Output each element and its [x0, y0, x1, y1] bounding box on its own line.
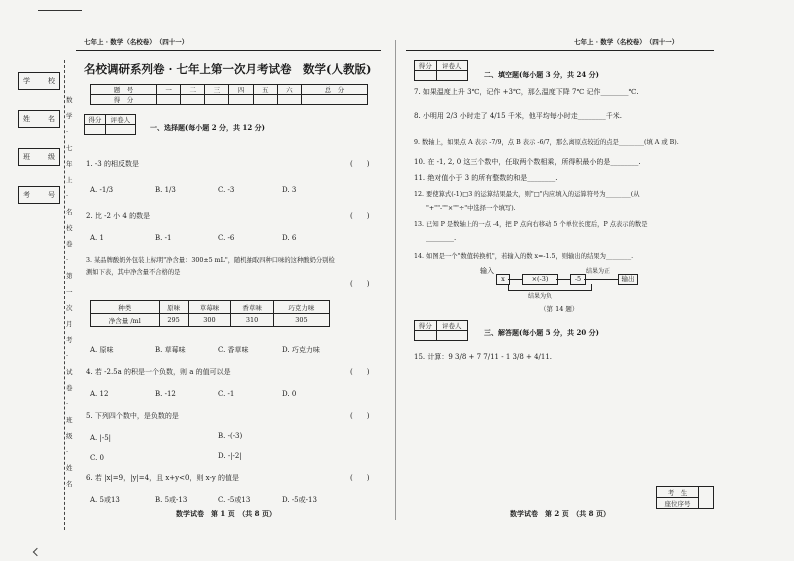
flow-arrow: [508, 279, 522, 280]
q2-option-d[interactable]: D. 6: [282, 234, 297, 242]
binding-char: 数: [66, 96, 73, 104]
scorer-label: 评卷人: [436, 61, 468, 71]
q13-cont: ________.: [426, 234, 457, 242]
binding-char: 上: [66, 176, 73, 184]
q11: 11. 绝对值小于 3 的所有整数的和是________.: [414, 174, 558, 182]
flow-x-box: x: [496, 274, 510, 285]
q2-stem: 2. 比 -2 小 4 的数是: [86, 212, 151, 220]
side-box-name[interactable]: [18, 110, 60, 128]
binding-char: 一: [66, 288, 73, 296]
left-header-rule: [76, 50, 381, 51]
binding-char: 第: [66, 272, 73, 280]
corner-mark: [38, 10, 82, 11]
score-cell[interactable]: [157, 95, 181, 105]
scorer-label: 评卷人: [105, 115, 135, 125]
score-cell[interactable]: [277, 95, 301, 105]
q5-paren[interactable]: ( ): [350, 412, 370, 420]
binding-char: ·: [66, 400, 69, 408]
q4-paren[interactable]: ( ): [350, 368, 370, 376]
score-header: 一: [157, 85, 181, 95]
q3-option-a[interactable]: A. 原味: [90, 346, 114, 354]
side-box-school[interactable]: [18, 72, 60, 90]
binding-char: 校: [66, 224, 73, 232]
score-header: 四: [229, 85, 253, 95]
q3-table-cell: 305: [273, 314, 329, 327]
q3-table-cell: 巧克力味: [273, 301, 329, 314]
side-box-label: 学: [23, 77, 30, 85]
flow-arrow: [556, 279, 570, 280]
q5-option-b[interactable]: B. -(-3): [218, 432, 243, 440]
q3-option-c[interactable]: C. 香草味: [218, 346, 249, 354]
binding-char: ·: [66, 192, 69, 200]
right-header-tag: 七年上 · 数学（名校卷） （四十一）: [574, 38, 679, 46]
score-cell[interactable]: [205, 95, 229, 105]
q1-option-a[interactable]: A. -1/3: [90, 186, 114, 194]
flow-loop-line: [508, 284, 592, 291]
side-box-label: 姓: [23, 115, 30, 123]
binding-char: 名: [66, 208, 73, 216]
section1-title: 一、选择题(每小题 2 分，共 12 分): [150, 123, 265, 132]
binding-vertical-text: [66, 92, 74, 492]
score-cell: 得 分: [91, 95, 157, 105]
scorer-label: 得分: [85, 115, 106, 125]
scorer-cell[interactable]: [436, 71, 468, 81]
side-box-label: 考: [23, 191, 30, 199]
side-box-label: 名: [48, 115, 55, 123]
scorer-label: 评卷人: [436, 321, 468, 331]
q3-stem-cont: 测如下表，其中净含量不合格的是: [86, 269, 181, 276]
side-box-label: 班: [23, 153, 30, 161]
score-cell[interactable]: [181, 95, 205, 105]
binding-char: ·: [66, 256, 69, 264]
footer-right: 数学试卷 第 2 页 （共 8 页）: [510, 509, 610, 518]
flow-sub-box: -5: [570, 274, 586, 285]
side-box-label: 级: [48, 153, 55, 161]
q3-stem: 3. 某品牌酸奶外包装上标明"净含量：300±5 mL"，随机抽取四种口味的这种酸奶分别检: [86, 257, 335, 264]
score-header: 六: [277, 85, 301, 95]
q3-table-cell: 310: [231, 314, 274, 327]
scorer-cell[interactable]: [105, 125, 135, 135]
q4-option-d[interactable]: D. 0: [282, 390, 297, 398]
score-header: 二: [181, 85, 205, 95]
q7: 7. 如果温度上升 3℃，记作 +3℃，那么温度下降 7℃ 记作________℃.: [414, 88, 639, 96]
q5-option-d[interactable]: D. -|-2|: [218, 452, 242, 460]
q2-option-c[interactable]: C. -6: [218, 234, 235, 242]
score-header: 题 号: [91, 85, 157, 95]
binding-char: 姓: [66, 464, 73, 472]
page-title: 名校调研系列卷 · 七年上第一次月考试卷 数学(人教版): [84, 62, 372, 76]
q12: 12. 要使算式(-1)□3 的运算结果最大，则"□"内应填入的运算符号为________(从: [414, 191, 640, 198]
flow-mult-box: ×(-3): [522, 274, 558, 285]
q3-table-cell: 300: [188, 314, 231, 327]
binding-line: [64, 60, 65, 530]
q3-option-d[interactable]: D. 巧克力味: [282, 346, 320, 354]
scorer-label: 得分: [415, 321, 437, 331]
q12-cont: "+""-""×""÷"中选择一个填写).: [426, 205, 516, 212]
q1-option-c[interactable]: C. -3: [218, 186, 235, 194]
q6-paren[interactable]: ( ): [350, 474, 370, 482]
scorer-cell[interactable]: [436, 331, 468, 341]
q4-stem: 4. 若 -2.5a 的积是一个负数，则 a 的值可以是: [86, 368, 231, 376]
score-cell[interactable]: [301, 95, 367, 105]
binding-char: 考: [66, 336, 73, 344]
side-box-exam-no[interactable]: [18, 186, 60, 204]
q3-table-cell: 草莓味: [188, 301, 231, 314]
binding-char: 学: [66, 112, 73, 120]
flow-arrow: [584, 279, 618, 280]
flow-caption: （第 14 题）: [540, 305, 579, 313]
q1-paren[interactable]: ( ): [350, 160, 370, 168]
footer-left: 数学试卷 第 1 页 （共 8 页）: [176, 509, 276, 518]
right-header-rule: [406, 50, 714, 51]
seat-label: 考 生: [657, 487, 699, 498]
q3-option-b[interactable]: B. 草莓味: [155, 346, 186, 354]
q3-table-cell: 原味: [159, 301, 188, 314]
q14: 14. 如图是一个"数值转换机"，若输入的数 x=-1.5，则输出的结果为________.: [414, 253, 634, 260]
scorer-cell[interactable]: [85, 125, 106, 135]
side-box-label: 号: [48, 191, 55, 199]
q6-option-a[interactable]: A. 5或13: [90, 496, 120, 504]
q2-option-b[interactable]: B. -1: [155, 234, 172, 242]
scorer-cell[interactable]: [415, 71, 437, 81]
q1-stem: 1. -3 的相反数是: [86, 160, 139, 168]
q3-table-cell: 种类: [91, 301, 160, 314]
q6-option-c[interactable]: C. -5或13: [218, 496, 251, 504]
section2-title: 二、填空题(每小题 3 分，共 24 分): [484, 70, 599, 79]
q3-table-cell: 295: [159, 314, 188, 327]
q10: 10. 在 -1, 2, 0 这三个数中，任取两个数相乘，所得积最小的是________.: [414, 158, 641, 166]
score-header: 五: [253, 85, 277, 95]
section3-title: 三、解答题(每小题 5 分，共 20 分): [484, 328, 599, 337]
binding-char: 班: [66, 416, 73, 424]
scorer-box-3: [414, 320, 468, 341]
flow-input: 输入: [480, 267, 494, 275]
binding-char: ·: [66, 352, 69, 360]
binding-char: ·: [66, 448, 69, 456]
binding-char: 试: [66, 368, 73, 376]
binding-char: 名: [66, 480, 73, 488]
scorer-cell[interactable]: [415, 331, 437, 341]
q1-option-b[interactable]: B. 1/3: [155, 186, 176, 194]
scorer-label: 得分: [415, 61, 437, 71]
score-header: 总 分: [301, 85, 367, 95]
binding-char: 卷: [66, 240, 73, 248]
q4-option-b[interactable]: B. -12: [155, 390, 176, 398]
q8: 8. 小明用 2/3 小时走了 4/15 千米，他平均每小时走________千米.: [414, 112, 623, 120]
left-header-tag: 七年上 · 数学（名校卷） （四十一）: [84, 38, 189, 46]
q6-option-b[interactable]: B. 5或-13: [155, 496, 188, 504]
q9: 9. 数轴上，如果点 A 表示 -7/9，点 B 表示 -6/7，那么离原点较近的点是________(填 A 或 B).: [414, 139, 679, 146]
binding-char: 次: [66, 304, 73, 312]
seat-cell[interactable]: [699, 487, 714, 509]
q2-option-a[interactable]: A. 1: [90, 234, 104, 242]
flow-output-box: 输出: [618, 274, 638, 285]
q2-paren[interactable]: ( ): [350, 212, 370, 220]
seat-label: 座位序号: [657, 498, 699, 509]
side-box-label: 校: [48, 77, 55, 85]
q1-option-d[interactable]: D. 3: [282, 186, 297, 194]
q4-option-c[interactable]: C. -1: [218, 390, 235, 398]
q5-option-c[interactable]: C. 0: [90, 454, 105, 462]
page-divider: [395, 40, 396, 520]
q5-stem: 5. 下列四个数中，是负数的是: [86, 412, 179, 420]
score-cell[interactable]: [253, 95, 277, 105]
score-table: [90, 84, 368, 105]
side-box-class[interactable]: [18, 148, 60, 166]
q6-option-d[interactable]: D. -5或-13: [282, 496, 317, 504]
flow-cond: 结果为正: [586, 268, 611, 275]
binding-char: 级: [66, 432, 73, 440]
seat-number-box[interactable]: [656, 486, 714, 509]
q3-table-cell: 香草味: [231, 301, 274, 314]
q4-option-a[interactable]: A. 12: [90, 390, 109, 398]
flow-loop-label: 结果为负: [528, 293, 553, 300]
binding-char: 月: [66, 320, 73, 328]
q3-paren[interactable]: ( ): [350, 280, 370, 288]
q6-stem: 6. 若 |x|=9，|y|=4，且 x+y<0，则 x-y 的值是: [86, 474, 240, 482]
q15: 15. 计算：9 3/8 + 7 7/11 - 1 3/8 + 4/11.: [414, 353, 553, 361]
corner-tick: [33, 548, 41, 556]
q13: 13. 已知 P 是数轴上的一点 -4，把 P 点向右移动 5 个单位长度后，P 点表示的数是: [414, 221, 648, 228]
q5-option-a[interactable]: A. |-5|: [90, 434, 112, 442]
scorer-box: [84, 114, 136, 135]
q3-table: [90, 300, 330, 327]
score-header: 三: [205, 85, 229, 95]
binding-char: ·: [66, 128, 69, 136]
q3-table-cell: 净含量 /ml: [91, 314, 160, 327]
scorer-box-2: [414, 60, 468, 81]
binding-char: 卷: [66, 384, 73, 392]
binding-char: 年: [66, 160, 73, 168]
score-cell[interactable]: [229, 95, 253, 105]
binding-char: 七: [66, 144, 73, 152]
